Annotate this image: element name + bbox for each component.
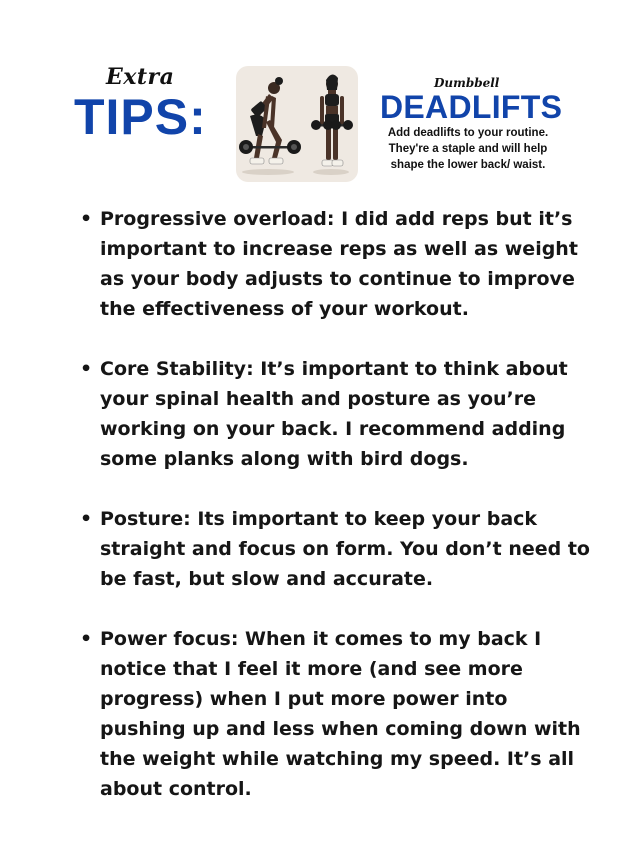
tip-line: notice that I feel it more (and see more bbox=[100, 658, 523, 680]
tagline-line: shape the lower back/ waist. bbox=[390, 159, 546, 171]
tip-line: progress) when I put more power into bbox=[100, 688, 508, 710]
tips-title: TIPS: bbox=[74, 89, 207, 145]
tip-line: the weight while watching my speed. It’s all bbox=[100, 748, 575, 770]
bullet-icon: • bbox=[80, 358, 93, 380]
woman-deadlift-icon bbox=[236, 66, 358, 182]
tip-line: Posture: Its important to keep your back bbox=[100, 508, 538, 530]
tip-posture bbox=[80, 504, 590, 594]
tips-list bbox=[80, 204, 590, 834]
tagline-line: Add deadlifts to your routine. bbox=[387, 127, 549, 139]
tip-line: working on your back. I recommend adding bbox=[100, 418, 566, 440]
tip-line: Power focus: When it comes to my back I bbox=[100, 628, 542, 650]
tip-line: Core Stability: It’s important to think about bbox=[100, 358, 568, 380]
tip-line: straight and focus on form. You don’t need to bbox=[100, 538, 590, 560]
dumbbell-label: Dumbbell bbox=[434, 76, 500, 90]
deadlifts-tagline bbox=[370, 125, 566, 173]
tip-progressive-overload bbox=[80, 204, 580, 324]
deadlifts-title: DEADLIFTS bbox=[380, 89, 563, 125]
tip-line: as your body adjusts to continue to improve bbox=[100, 268, 575, 290]
tip-line: some planks along with bird dogs. bbox=[100, 448, 469, 470]
deadlift-illustration bbox=[236, 66, 358, 182]
tip-line: important to increase reps as well as weight bbox=[100, 238, 578, 260]
bullet-icon: • bbox=[80, 508, 93, 530]
tagline-line: They're a staple and will help bbox=[388, 143, 548, 155]
tip-line: your spinal health and posture as you’re bbox=[100, 388, 537, 410]
tip-line: be fast, but slow and accurate. bbox=[100, 568, 434, 590]
tip-power-focus bbox=[80, 624, 580, 804]
bullet-icon: • bbox=[80, 208, 93, 230]
bullet-icon: • bbox=[80, 628, 93, 650]
header bbox=[0, 0, 640, 200]
tip-core-stability bbox=[80, 354, 580, 474]
tip-line: about control. bbox=[100, 778, 252, 800]
extra-label: Extra bbox=[106, 64, 175, 90]
tip-line: the effectiveness of your workout. bbox=[100, 298, 469, 320]
tip-line: pushing up and less when coming down with bbox=[100, 718, 581, 740]
tip-line: Progressive overload: I did add reps but it’s bbox=[100, 208, 573, 230]
